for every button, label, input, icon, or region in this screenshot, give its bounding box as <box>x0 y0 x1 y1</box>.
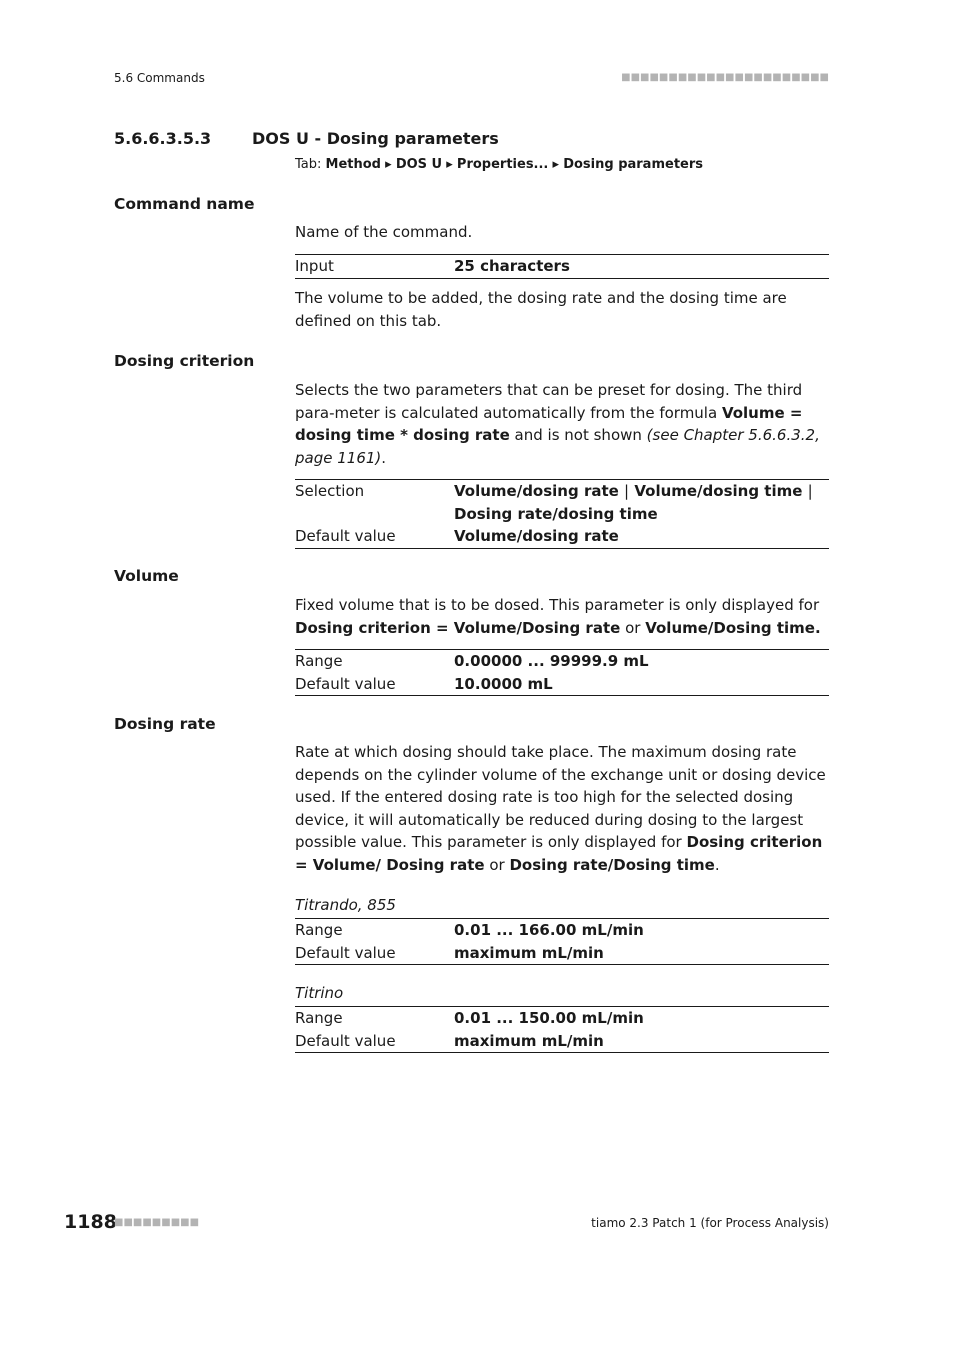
tab-path-arrow: ▸ <box>385 157 392 172</box>
tab-path <box>295 157 703 172</box>
input-key: Input <box>295 257 334 275</box>
volume-table <box>295 649 829 696</box>
table-row <box>295 673 829 696</box>
selection-key: Selection <box>295 482 365 500</box>
table-row <box>295 650 829 673</box>
desc-text: . <box>714 855 720 874</box>
selection-separator: | <box>807 482 813 500</box>
criterion-value: Dosing criterion = Volume/ Dosing rate <box>295 833 823 874</box>
desc-text: and is not shown <box>509 426 647 444</box>
tab-path-properties: Properties... <box>456 157 549 172</box>
selection-separator: | <box>624 482 630 500</box>
input-value: 25 characters <box>454 257 570 275</box>
table-row <box>295 480 829 525</box>
range-key: Range <box>295 652 343 670</box>
range-key: Range <box>295 921 343 939</box>
tab-path-dosu: DOS U <box>395 157 443 172</box>
formula: Volume = dosing time * dosing rate <box>295 403 803 444</box>
table-row <box>295 919 829 942</box>
device-caption-titrando: Titrando, 855 <box>295 896 396 914</box>
chapter-reference: (see Chapter 5.6.6.3.2, page 1161) <box>295 426 820 467</box>
table-row <box>295 942 829 965</box>
desc-text: . <box>381 448 387 467</box>
default-value: maximum mL/min <box>454 1031 604 1050</box>
desc-text: Selects the two parameters that can be preset for dosing. The third para-meter is calculated automatically from the formula <box>295 381 803 422</box>
selection-option: Dosing rate/dosing time <box>454 504 658 523</box>
selection-option: Volume/dosing time <box>634 482 803 500</box>
running-header-section: 5.6 Commands <box>114 71 205 85</box>
dosing-rate-label: Dosing rate <box>114 715 216 733</box>
page-number: 1188 <box>64 1211 117 1233</box>
default-key: Default value <box>295 943 396 962</box>
desc-text: Rate at which dosing should take place. The maximum dosing rate depends on the cylinder volume of the exchange unit or dosing device used. If the entered dosing rate is too high for the selected dosing device, it will automatically be reduced during dosing to the largest possible value. This parameter is only displayed for <box>295 743 826 851</box>
volume-label: Volume <box>114 567 179 585</box>
default-value: maximum mL/min <box>454 943 604 962</box>
default-value: Volume/dosing rate <box>454 527 619 545</box>
section-title: DOS U - Dosing parameters <box>252 129 499 148</box>
table-row <box>295 1007 829 1030</box>
dosing-criterion-label: Dosing criterion <box>114 352 255 370</box>
dosing-rate-table-titrino <box>295 1006 829 1053</box>
criterion-value: Dosing criterion = Volume/Dosing rate <box>295 618 621 637</box>
dosing-rate-description <box>295 741 829 876</box>
desc-text: Fixed volume that is to be dosed. This parameter is only displayed for <box>295 596 820 614</box>
default-key: Default value <box>295 527 396 545</box>
table-row <box>295 525 829 548</box>
range-value: 0.01 ... 166.00 mL/min <box>454 921 644 939</box>
selection-values <box>454 480 829 525</box>
volume-description <box>295 594 829 639</box>
desc-text: or <box>620 618 646 637</box>
desc-text: or <box>484 855 510 874</box>
default-value: 10.0000 mL <box>454 674 553 693</box>
command-name-label: Command name <box>114 195 255 213</box>
criterion-value: Volume/Dosing time. <box>645 618 821 637</box>
command-name-description: Name of the command. <box>295 223 473 241</box>
range-key: Range <box>295 1009 343 1027</box>
tab-path-arrow: ▸ <box>446 157 453 172</box>
selection-option: Volume/dosing rate <box>454 482 619 500</box>
section-number: 5.6.6.3.5.3 <box>114 129 212 148</box>
criterion-value: Dosing rate/Dosing time <box>509 855 715 874</box>
table-row <box>295 1030 829 1053</box>
dosing-criterion-table <box>295 479 829 549</box>
footer-product: tiamo 2.3 Patch 1 (for Process Analysis) <box>591 1216 829 1230</box>
tab-path-method: Method <box>325 157 381 172</box>
dosing-rate-table-titrando <box>295 918 829 965</box>
range-value: 0.01 ... 150.00 mL/min <box>454 1009 644 1027</box>
range-value: 0.00000 ... 99999.9 mL <box>454 652 649 670</box>
tab-prefix: Tab: <box>295 157 322 172</box>
running-header-dots: ■■■■■■■■■■■■■■■■■■■■■■ <box>621 72 829 83</box>
table-row <box>295 255 829 278</box>
command-name-note: The volume to be added, the dosing rate and the dosing time are defined on this tab. <box>295 289 787 330</box>
footer-dots: ■■■■■■■■■ <box>114 1217 200 1228</box>
device-caption-titrino: Titrino <box>295 984 344 1002</box>
tab-path-arrow: ▸ <box>552 157 560 172</box>
default-key: Default value <box>295 1031 396 1050</box>
default-key: Default value <box>295 674 396 693</box>
dosing-criterion-description <box>295 379 829 469</box>
tab-path-dosing-parameters: Dosing parameters <box>563 157 703 172</box>
command-name-table <box>295 254 829 279</box>
